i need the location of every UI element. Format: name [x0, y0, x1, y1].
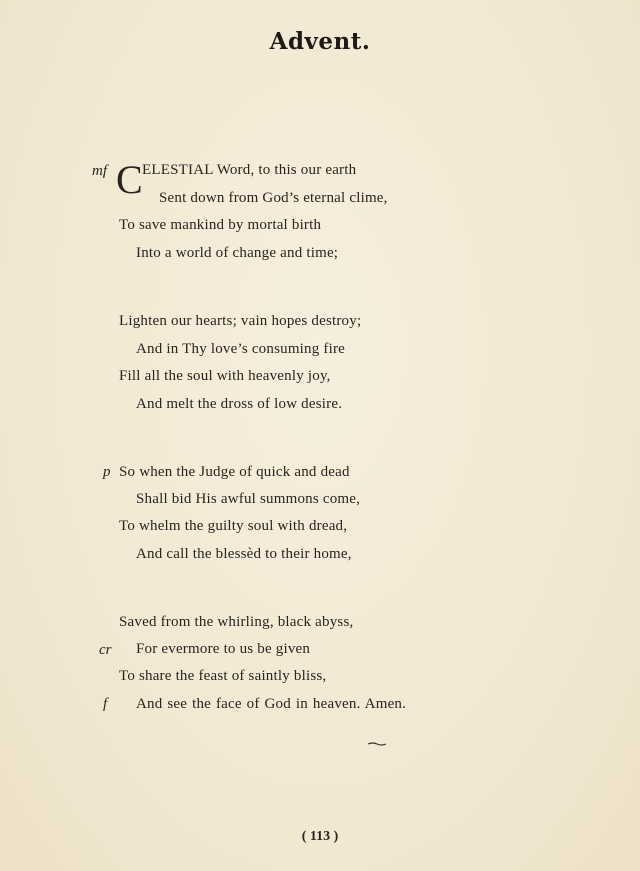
verse-line: Saved from the whirling, black abyss,	[119, 614, 354, 630]
verse-line: And call the blessèd to their home,	[136, 546, 352, 562]
dynamic-mark: f	[103, 696, 108, 712]
page-title: Advent.	[269, 28, 371, 55]
verse-line: To whelm the guilty soul with dread,	[119, 518, 348, 534]
verse-line: Fill all the soul with heavenly joy,	[119, 368, 331, 384]
verse-line: For evermore to us be given	[136, 641, 311, 657]
verse-line: Into a world of change and time;	[136, 245, 339, 261]
verse-line: To share the feast of saintly bliss,	[119, 668, 327, 684]
drop-capital: C	[116, 157, 143, 202]
verse-line: Shall bid His awful summons come,	[136, 491, 361, 507]
page-number: ( 113 )	[301, 829, 339, 844]
verse-line: And in Thy love’s consuming fire	[136, 341, 346, 357]
dynamic-mark: cr	[99, 642, 112, 658]
verse-line: To save mankind by mortal birth	[119, 217, 322, 233]
verse-line: And melt the dross of low desire.	[136, 396, 343, 412]
verse-line: So when the Judge of quick and dead	[119, 464, 350, 480]
verse-line: And see the face of God in heaven. Amen.	[136, 696, 407, 712]
verse-line: Sent down from God’s eternal clime,	[159, 190, 388, 206]
dynamic-mark: mf	[92, 163, 107, 179]
verse-line: Lighten our hearts; vain hopes destroy;	[119, 313, 362, 329]
dynamic-mark: p	[103, 464, 111, 480]
end-ornament	[368, 742, 386, 746]
verse-line: ELESTIAL Word, to this our earth	[142, 162, 357, 178]
